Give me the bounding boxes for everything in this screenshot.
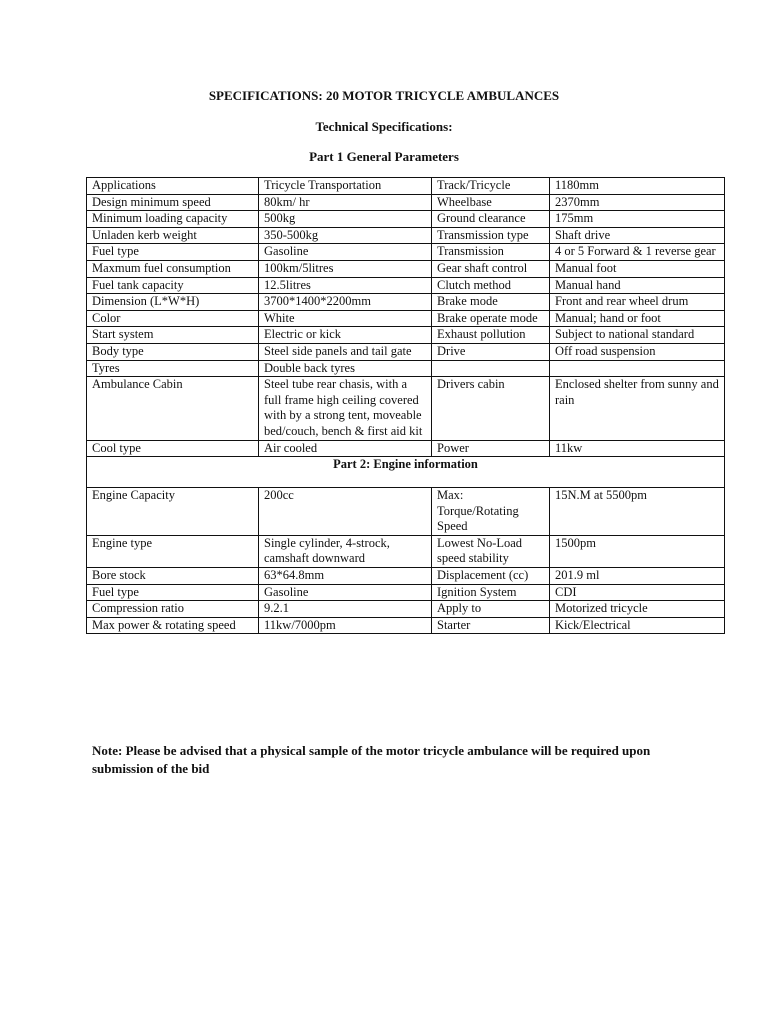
part2-cell: Bore stock <box>87 568 259 585</box>
part1-cell: Ambulance Cabin <box>87 377 259 440</box>
part2-cell: Engine Capacity <box>87 488 259 536</box>
part2-row <box>87 568 725 585</box>
part1-cell: Brake mode <box>432 294 550 311</box>
part2-cell: 200cc <box>259 488 432 536</box>
part1-cell: Dimension (L*W*H) <box>87 294 259 311</box>
part1-cell: Cool type <box>87 440 259 457</box>
part2-cell: Apply to <box>432 601 550 618</box>
part1-cell: Unladen kerb weight <box>87 227 259 244</box>
part1-cell: Fuel tank capacity <box>87 277 259 294</box>
part2-cell: Displacement (cc) <box>432 568 550 585</box>
part1-row <box>87 377 725 440</box>
part2-heading: Part 2: Engine information <box>87 457 725 488</box>
part1-cell <box>550 360 725 377</box>
part1-cell: Manual hand <box>550 277 725 294</box>
part1-cell: Drive <box>432 343 550 360</box>
part1-row <box>87 294 725 311</box>
part1-cell: Fuel type <box>87 244 259 261</box>
part1-row <box>87 310 725 327</box>
part1-cell: 350-500kg <box>259 227 432 244</box>
part1-cell: Subject to national standard <box>550 327 725 344</box>
part1-cell: Tricycle Transportation <box>259 178 432 195</box>
part1-cell: Wheelbase <box>432 194 550 211</box>
part2-row <box>87 488 725 536</box>
part2-cell: Lowest No-Load speed stability <box>432 535 550 567</box>
part1-cell: Design minimum speed <box>87 194 259 211</box>
part1-cell: Double back tyres <box>259 360 432 377</box>
part1-row <box>87 360 725 377</box>
document-subtitle: Technical Specifications: <box>315 119 453 134</box>
part1-cell: Drivers cabin <box>432 377 550 440</box>
part1-cell: 2370mm <box>550 194 725 211</box>
part1-cell: 1180mm <box>550 178 725 195</box>
part1-cell: Gasoline <box>259 244 432 261</box>
bid-note: Note: Please be advised that a physical sample of the motor tricycle ambulance will be required upon submission of the bid <box>92 743 651 776</box>
part2-cell: Kick/Electrical <box>550 617 725 634</box>
part1-row <box>87 343 725 360</box>
part1-row <box>87 211 725 228</box>
part1-row <box>87 194 725 211</box>
part2-cell: Starter <box>432 617 550 634</box>
part1-heading: Part 1 General Parameters <box>309 149 459 164</box>
part1-cell: Brake operate mode <box>432 310 550 327</box>
part2-cell: 201.9 ml <box>550 568 725 585</box>
part1-cell: Gear shaft control <box>432 260 550 277</box>
part2-cell: Single cylinder, 4-strock, camshaft downward <box>259 535 432 567</box>
part1-cell: 80km/ hr <box>259 194 432 211</box>
document-title: SPECIFICATIONS: 20 MOTOR TRICYCLE AMBULANCES <box>208 88 560 103</box>
part1-cell: White <box>259 310 432 327</box>
part2-cell: Gasoline <box>259 584 432 601</box>
part2-row <box>87 601 725 618</box>
part2-cell: Motorized tricycle <box>550 601 725 618</box>
part1-cell: Start system <box>87 327 259 344</box>
part2-cell: 11kw/7000pm <box>259 617 432 634</box>
part1-cell: Steel side panels and tail gate <box>259 343 432 360</box>
part1-cell: Front and rear wheel drum <box>550 294 725 311</box>
part1-cell: Manual; hand or foot <box>550 310 725 327</box>
part2-row <box>87 584 725 601</box>
part2-cell: 63*64.8mm <box>259 568 432 585</box>
part1-cell: Minimum loading capacity <box>87 211 259 228</box>
part1-cell: Color <box>87 310 259 327</box>
part2-cell: Ignition System <box>432 584 550 601</box>
part2-cell: Compression ratio <box>87 601 259 618</box>
part1-cell: Body type <box>87 343 259 360</box>
part1-cell: Transmission type <box>432 227 550 244</box>
part1-cell: Enclosed shelter from sunny and rain <box>550 377 725 440</box>
part1-cell: Exhaust pollution <box>432 327 550 344</box>
specifications-table <box>86 177 725 634</box>
part2-heading-row <box>87 457 725 488</box>
part2-cell: 15N.M at 5500pm <box>550 488 725 536</box>
part1-row <box>87 440 725 457</box>
part2-row <box>87 617 725 634</box>
part2-cell: Max power & rotating speed <box>87 617 259 634</box>
part1-cell: 3700*1400*2200mm <box>259 294 432 311</box>
part1-cell: Clutch method <box>432 277 550 294</box>
part1-cell: Shaft drive <box>550 227 725 244</box>
part1-cell: 175mm <box>550 211 725 228</box>
part1-row <box>87 178 725 195</box>
part1-cell: Manual foot <box>550 260 725 277</box>
part1-cell: Electric or kick <box>259 327 432 344</box>
part1-cell: Air cooled <box>259 440 432 457</box>
part1-cell: Off road suspension <box>550 343 725 360</box>
part1-row <box>87 260 725 277</box>
part1-cell: 500kg <box>259 211 432 228</box>
part1-cell: Transmission <box>432 244 550 261</box>
part1-cell: Maxmum fuel consumption <box>87 260 259 277</box>
part2-cell: Fuel type <box>87 584 259 601</box>
part2-cell: Max: Torque/Rotating Speed <box>432 488 550 536</box>
specifications-table-body <box>87 178 725 634</box>
part1-cell: 12.5litres <box>259 277 432 294</box>
part2-cell: 9.2.1 <box>259 601 432 618</box>
part1-cell: 11kw <box>550 440 725 457</box>
part1-row <box>87 244 725 261</box>
part1-cell: Ground clearance <box>432 211 550 228</box>
part1-row <box>87 277 725 294</box>
part1-row <box>87 327 725 344</box>
part1-cell: Power <box>432 440 550 457</box>
part1-cell: Track/Tricycle <box>432 178 550 195</box>
part1-cell: 100km/5litres <box>259 260 432 277</box>
part1-cell <box>432 360 550 377</box>
part1-cell: Tyres <box>87 360 259 377</box>
part2-cell: 1500pm <box>550 535 725 567</box>
part2-row <box>87 535 725 567</box>
part1-row <box>87 227 725 244</box>
part2-cell: Engine type <box>87 535 259 567</box>
part1-cell: 4 or 5 Forward & 1 reverse gear <box>550 244 725 261</box>
part1-cell: Applications <box>87 178 259 195</box>
part1-cell: Steel tube rear chasis, with a full frame high ceiling covered with by a strong tent, moveable bed/couch, bench & first aid kit <box>259 377 432 440</box>
part2-cell: CDI <box>550 584 725 601</box>
